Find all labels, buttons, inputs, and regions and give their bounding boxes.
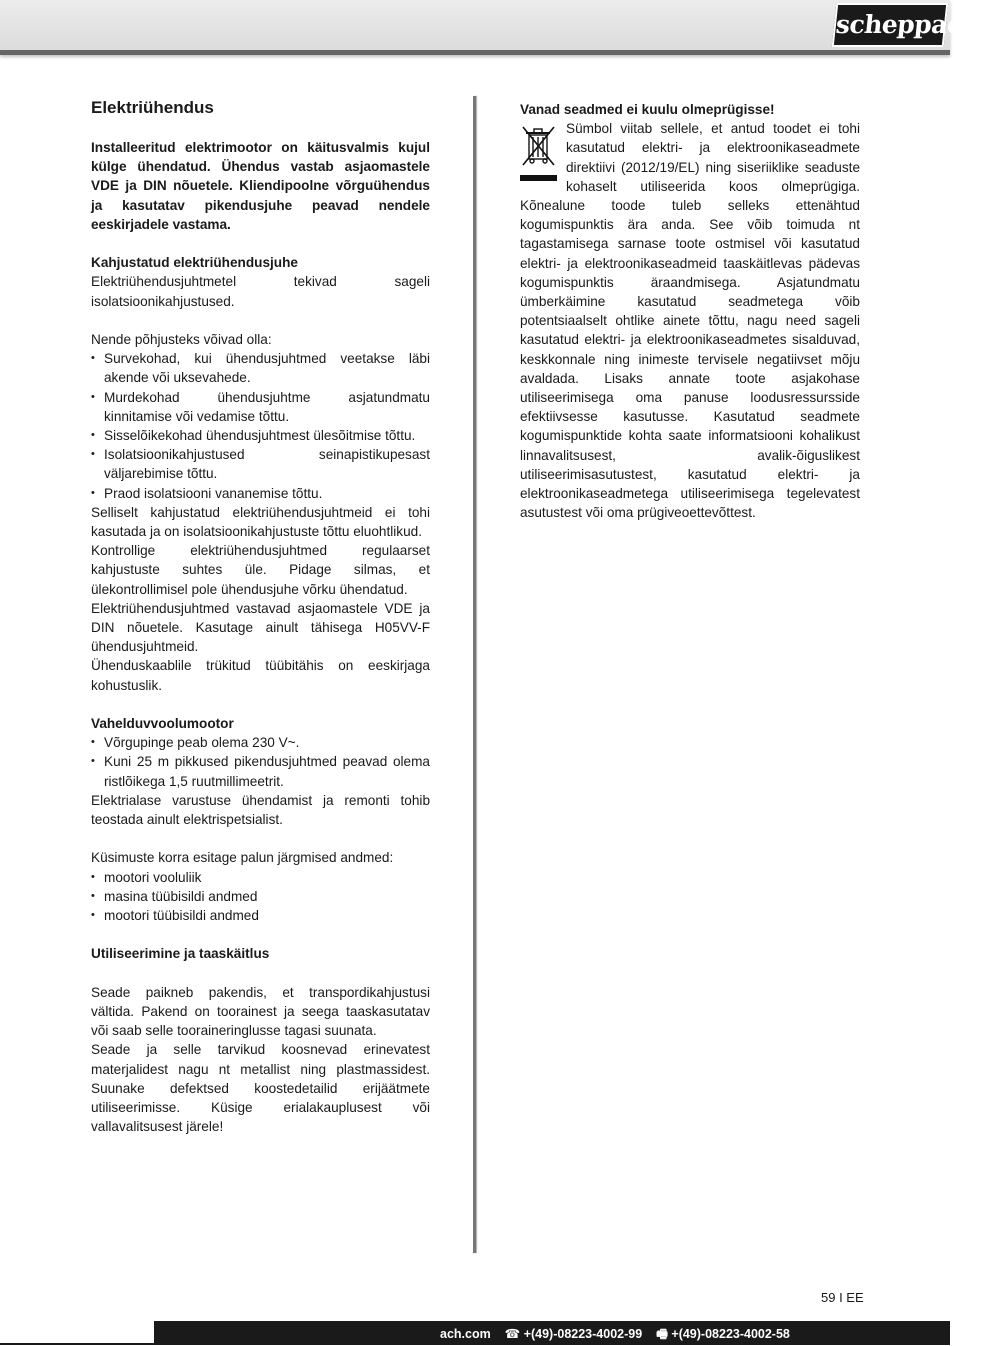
questions-list bbox=[91, 868, 430, 926]
footer-bar bbox=[0, 1321, 950, 1345]
list-item: • Kuni 25 m pikkused pikendusjuhtmed peavad olema ristlõikega 1,5 ruutmillimeetrit. bbox=[91, 752, 430, 790]
list-item: • mootori tüübisildi andmed bbox=[91, 906, 430, 925]
right-column bbox=[520, 100, 860, 522]
intro-paragraph: Installeeritud elektrimootor on käitusvalmis kujul külge ühendatud. Ühendus vastab asjaomastele VDE ja DIN nõuetele. Kliendipoolne võrguühendus ja kasutatav pikendusjuhe peavad nendele eeskirjadele vastama. bbox=[91, 140, 430, 232]
causes-intro: Nende põhjusteks võivad olla: bbox=[91, 332, 272, 347]
ac-motor-heading: Vahelduvvoolumootor bbox=[91, 716, 234, 732]
weee-text: Sümbol viitab sellele, et antud toodet ei tohi kasutatud elektri- ja elektroonikaseadmete direktiivi (2012/19/EL) ning siseriiklike seaduste kohaselt utiliseerida koos olmeprügiga. Kõnealune toode tuleb selleks ettenähtud kogumispunktis ära anda. See võib toimuda nt tagastamisega sarnase toote ostmisel või kasutatud elektri- ja elektroonikaseadmeid taaskäitlevas pädevas kogumispunktis äraandmisega. Asjatundmatu ümberkäimine kasutatud seadmetega võib potentsiaalselt ohtlike ainete tõttu, nagu need sageli kasutatud elektri- ja elektroonikaseadmetes sisalduvad, keskkonnale ning inimeste tervisele negatiivset mõju avaldada. Lisaks annate toote asjakohase utiliseerimisega oma panuse loodusressursside efektiivsesse kasutusse. Kasutatud seadmete kogumispunktide kohta saate informatsiooni kohalikust linnavalitsusest, avalik-õiguslikest utiliseerimisasutustest, kasutatud elektri- ja elektroonikaseadmetega utiliseerimisega tegelevatest asutustest või oma prügiveoettevõttest. bbox=[520, 121, 860, 521]
questions-intro: Küsimuste korra esitage palun järgmised andmed: bbox=[91, 850, 394, 866]
paragraph: Elektriühendusjuhtmed vastavad asjaomastele VDE ja DIN nõuetele. Kasutage ainult tähisega H05VV-F ühendusjuhtmeid. bbox=[91, 600, 430, 655]
footer-contact bbox=[440, 1325, 790, 1346]
fax-number: +(49)-08223-4002-58 bbox=[671, 1327, 790, 1341]
damaged-cable-heading: Kahjustatud elektriühendusjuhe bbox=[91, 255, 298, 271]
causes-list bbox=[91, 349, 430, 503]
list-item: • Isolatsioonikahjustused seinapistikupesast väljarebimise tõttu. bbox=[91, 445, 430, 483]
paragraph: Elektrialase varustuse ühendamist ja remonti tohib teostada ainult elektrispetsialist. bbox=[91, 792, 430, 828]
damaged-cable-text: Elektriühendusjuhtmetel tekivad sageli isolatsioonikahjustused. bbox=[91, 274, 430, 309]
phone-icon: ☎ bbox=[504, 1327, 521, 1341]
list-item: • Survekohad, kui ühendusjuhtmed veetakse läbi akende või uksevahede. bbox=[91, 349, 430, 387]
website-link[interactable]: ach.com bbox=[440, 1327, 491, 1341]
header-bar bbox=[0, 0, 982, 55]
paragraph: Ühenduskaablile trükitud tüübitähis on eeskirjaga kohustuslik. bbox=[91, 658, 430, 693]
left-column bbox=[91, 96, 430, 1136]
list-item: • Võrgupinge peab olema 230 V~. bbox=[91, 733, 430, 752]
page-number: 59 I EE bbox=[821, 1290, 864, 1305]
fax-icon: 🖷 bbox=[656, 1327, 668, 1341]
list-item: • masina tüübisildi andmed bbox=[91, 887, 430, 906]
list-item: • mootori vooluliik bbox=[91, 868, 430, 887]
section-title: Elektriühendus bbox=[91, 98, 214, 117]
list-item: • Sisselõikekohad ühendusjuhtmest ülesõitmise tõttu. bbox=[91, 426, 430, 445]
paragraph: Seade ja selle tarvikud koosnevad erinevatest materjalidest nagu nt metallist ning plastmassidest. Suunake defektsed koostedetailid erijäätmete utiliseerimisse. Küsige erialakauplusest või vallavalitsusest järele! bbox=[91, 1042, 430, 1135]
brand-logo: scheppach bbox=[832, 3, 949, 47]
column-divider bbox=[473, 96, 476, 1253]
list-item: • Murdekohad ühendusjuhtme asjatundmatu kinnitamise või vedamise tõttu. bbox=[91, 388, 430, 426]
paragraph: Selliselt kahjustatud elektriühendusjuhtmeid ei tohi kasutada ja on isolatsioonikahjustuste tõttu eluohtlikud. bbox=[91, 504, 430, 540]
paragraph: Seade paikneb pakendis, et transpordikahjustusi vältida. Pakend on toorainest ja seega taaskasutatav või saab selle tooraineringlusse tagasi suunata. bbox=[91, 984, 430, 1039]
disposal-heading: Utiliseerimine ja taaskäitlus bbox=[91, 946, 270, 962]
phone-number: +(49)-08223-4002-99 bbox=[523, 1327, 643, 1341]
ac-list bbox=[91, 733, 430, 791]
list-item: • Praod isolatsiooni vananemise tõttu. bbox=[91, 484, 430, 503]
paragraph: Kontrollige elektriühendusjuhtmed regulaarset kahjustuste suhtes üle. Pidage silmas, et ülekontrollimisel pole ühendusjuhe võrku ühendatud. bbox=[91, 543, 430, 597]
weee-heading: Vanad seadmed ei kuulu olmeprügisse! bbox=[520, 102, 775, 117]
crossed-bin-icon bbox=[520, 121, 558, 185]
